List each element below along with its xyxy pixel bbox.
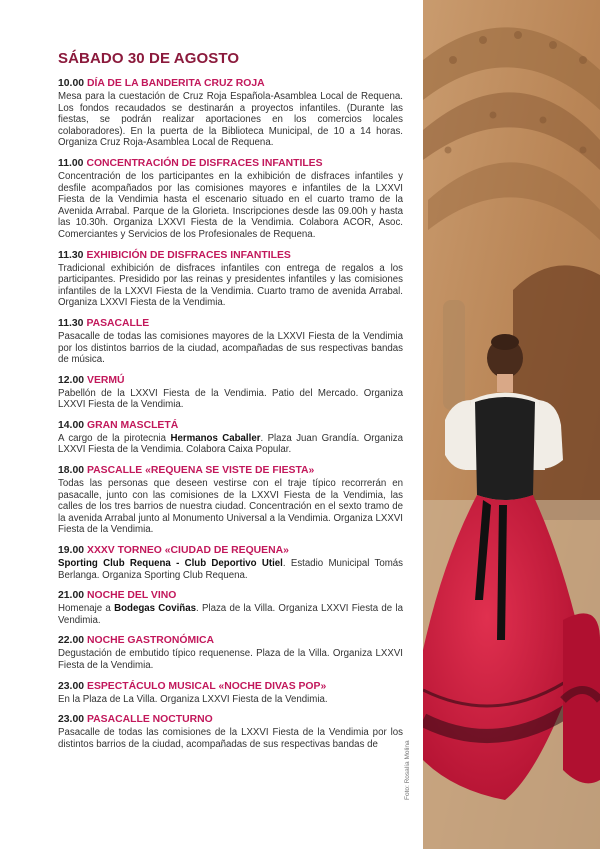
- event-text: . Plaza Juan Grandía. Organiza LXXVI Fiesta de la Vendimia. Colabora Caixa Popular.: [58, 432, 404, 456]
- event-text: En la Plaza de La Villa. Organiza LXXVI Fiesta de la Vendimia.: [58, 693, 328, 705]
- event-heading: [58, 157, 403, 170]
- event-time: 19.00: [58, 545, 85, 557]
- event-text: Pasacalle de todas las comisiones mayores de la LXXVI Fiesta de la Vendimia por los distintos barrios de la ciudad, acompañadas de sus respectivas bandas de música.: [58, 330, 403, 366]
- event-description: [58, 558, 403, 581]
- event-item: [58, 249, 403, 309]
- event-description: [58, 91, 403, 149]
- event-item: [58, 157, 403, 241]
- event-description: [58, 603, 403, 626]
- event-text: Pasacalle de todas las comisiones de la LXXVI Fiesta de la Vendimia por los distintos barrios de la ciudad, acompañadas de sus respectivas bandas de: [58, 727, 403, 750]
- event-text: Degustación de embutido típico requenense. Plaza de la Villa. Organiza LXXVI Fiesta de la Vendimia.: [58, 648, 403, 671]
- event-text: Tradicional exhibición de disfraces infantiles con entrega de regalos a los participantes. Presidido por las reinas y presidentes infantiles y las comisiones infantiles de la LXXVI Fiesta de la Vendimia. Cuarto tramo de avenida Arrabal. Organiza LXXVI Fiesta de la Vendimia.: [58, 262, 403, 309]
- event-heading: [58, 544, 403, 557]
- event-heading: [58, 464, 403, 477]
- festival-photo: [423, 0, 600, 849]
- event-item: [58, 77, 403, 149]
- event-title: CONCENTRACIÓN DE DISFRACES INFANTILES: [86, 157, 323, 169]
- event-text: A cargo de la pirotecnia: [58, 432, 171, 444]
- event-item: [58, 713, 403, 750]
- woman-traditional-dress-image: [423, 0, 600, 849]
- event-title: DÍA DE LA BANDERITA CRUZ ROJA: [87, 78, 265, 89]
- event-title: PASACALLE NOCTURNO: [87, 714, 213, 726]
- photo-credit: Foto: Rosalía Molina: [404, 740, 411, 800]
- event-description: [58, 727, 403, 750]
- event-text: Mesa para la cuestación de Cruz Roja Española-Asamblea Local de Requena. Los fondos recaudados se destinarán a proyectos infantiles. (Durante las fiestas, se podrán realizar aportaciones en los comercios locales colaboradores). En la puerta de la Biblioteca Municipal, de 10 a 14 horas. Organiza Cruz Roja-Asamblea Local de Requena.: [58, 91, 403, 149]
- event-item: [58, 680, 403, 706]
- event-heading: [58, 634, 403, 647]
- event-time: 18.00: [58, 465, 85, 477]
- event-description: [58, 263, 403, 309]
- event-description: [58, 694, 403, 706]
- event-time: 11.30: [58, 249, 84, 261]
- event-heading: [58, 589, 403, 602]
- event-text: Pabellón de la LXXVI Fiesta de la Vendimia. Patio del Mercado. Organiza LXXVI Fiesta de la Vendimia.: [58, 387, 403, 411]
- event-item: [58, 589, 403, 626]
- event-item: [58, 544, 403, 581]
- event-highlight: Hermanos Caballer: [170, 432, 261, 444]
- event-heading: [58, 317, 403, 330]
- event-time: 14.00: [58, 419, 85, 431]
- event-list: [58, 77, 403, 750]
- event-description: [58, 433, 403, 456]
- event-description: [58, 478, 403, 536]
- event-text: Homenaje a: [58, 603, 115, 615]
- event-text: Concentración de los participantes en la exhibición de disfraces infantiles y desfile acompañados por las comisiones mayores e infantiles de la LXXVI Fiesta de la Vendimia hasta el escenario situado en el cuarto tramo de la Avenida Arrabal. Parque de la Glorieta. Inscripciones desde las 09.00h y hasta las 10.30h. Organiza LXXVI Fiesta de la Vendimia. Colabora ACOR, Asoc. Comerciantes y Servicios de los Profesionales de Requena.: [58, 170, 403, 240]
- event-heading: [58, 77, 403, 90]
- event-title: VERMÚ: [87, 374, 125, 386]
- event-description: [58, 648, 403, 671]
- event-time: 11.30: [58, 317, 84, 329]
- event-heading: [58, 713, 403, 726]
- program-column: [58, 50, 403, 758]
- event-title: NOCHE DEL VINO: [87, 590, 177, 602]
- event-time: 11.00: [58, 157, 84, 169]
- event-text: . Plaza de la Villa. Organiza LXXVI Fiesta de la Vendimia.: [58, 603, 403, 626]
- event-time: 22.00: [58, 635, 85, 647]
- event-title: EXHIBICIÓN DE DISFRACES INFANTILES: [86, 249, 291, 261]
- event-highlight: Sporting Club Requena - Club Deportivo Utiel: [58, 558, 283, 570]
- event-description: [58, 388, 403, 411]
- event-description: [58, 331, 403, 366]
- event-time: 23.00: [58, 714, 85, 726]
- event-text: Todas las personas que deseen vestirse con el traje típico recorrerán en pasacalle, junto con las comisiones de la LXXVI Fiesta de la Vendimia, las calles de los tres barrios de nuestra ciudad. Concentración en el sexto tramo de la avenida Arrabal junto al Monumento Universal a la Vendimia. Organiza LXXVI Fiesta de la Vendimia.: [58, 478, 403, 536]
- event-time: 10.00: [58, 78, 85, 89]
- event-item: [58, 374, 403, 411]
- event-item: [58, 634, 403, 671]
- event-title: PASACALLE: [86, 317, 150, 329]
- event-title: ESPECTÁCULO MUSICAL «NOCHE DIVAS POP»: [87, 680, 327, 692]
- event-title: PASCALLE «REQUENA SE VISTE DE FIESTA»: [87, 465, 315, 477]
- event-description: [58, 171, 403, 241]
- event-item: [58, 317, 403, 366]
- event-heading: [58, 374, 403, 387]
- event-time: 21.00: [58, 590, 85, 602]
- event-heading: [58, 419, 403, 432]
- day-title: SÁBADO 30 DE AGOSTO: [58, 50, 240, 67]
- event-text: . Estadio Municipal Tomás Berlanga. Organiza Sporting Club Requena.: [58, 558, 404, 581]
- event-title: GRAN MASCLETÁ: [87, 419, 179, 431]
- event-heading: [58, 249, 403, 262]
- event-heading: [58, 680, 403, 693]
- event-time: 23.00: [58, 680, 85, 692]
- event-time: 12.00: [58, 374, 85, 386]
- event-item: [58, 464, 403, 536]
- event-highlight: Bodegas Coviñas: [114, 603, 196, 615]
- event-item: [58, 419, 403, 456]
- event-title: XXXV TORNEO «CIUDAD DE REQUENA»: [87, 545, 289, 557]
- event-title: NOCHE GASTRONÓMICA: [87, 635, 215, 647]
